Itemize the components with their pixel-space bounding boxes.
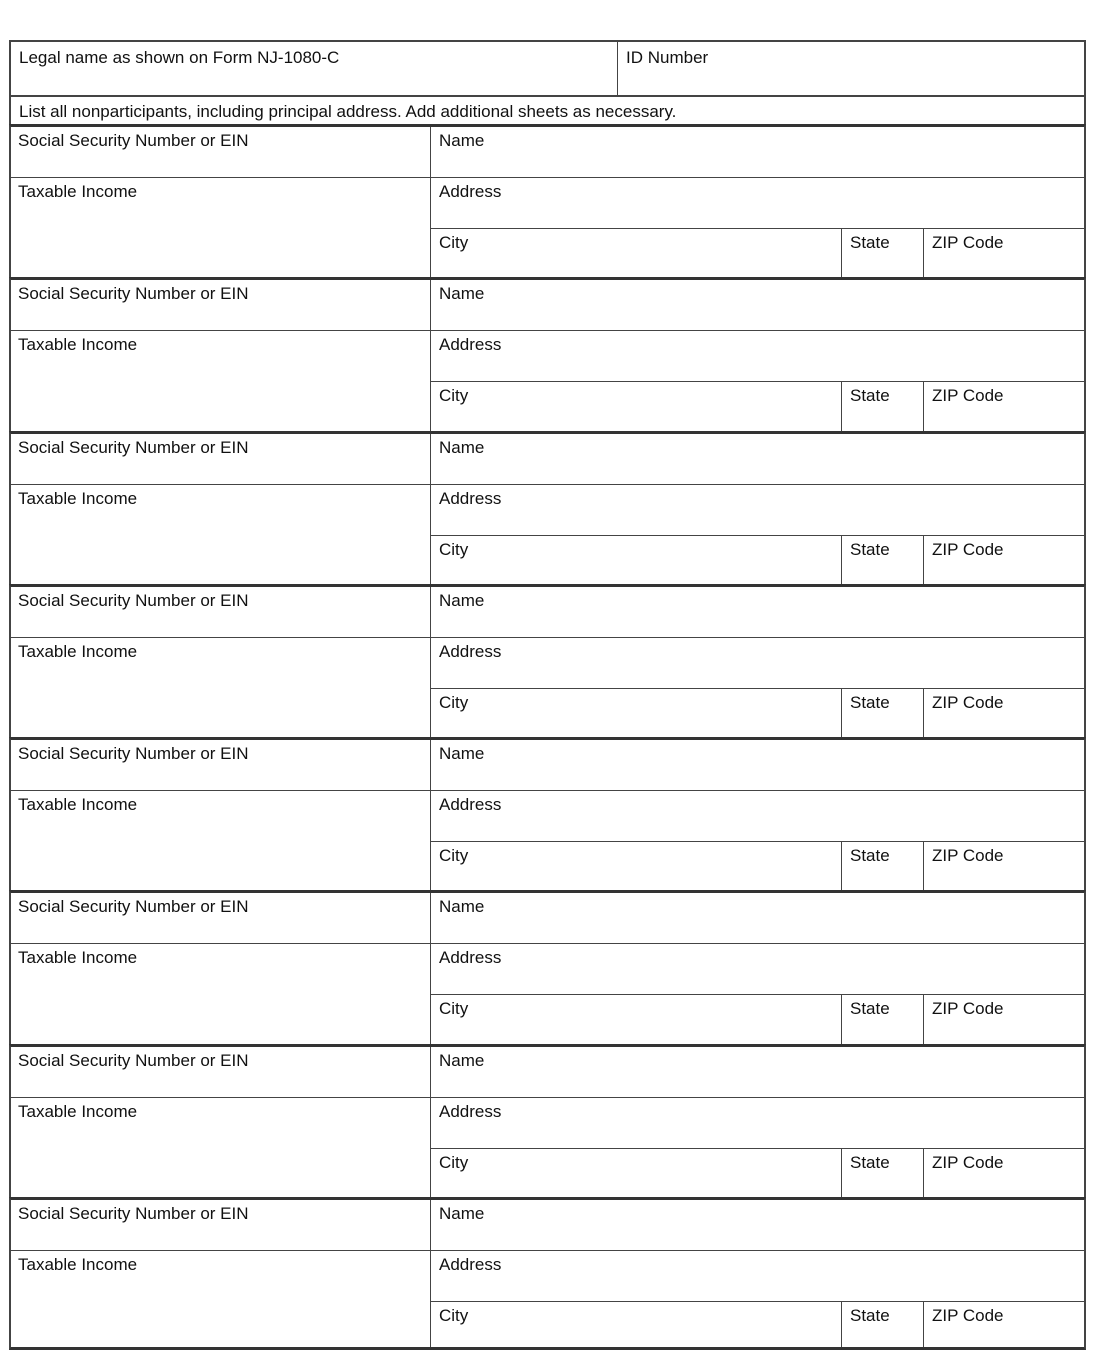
zip-code-label: ZIP Code (932, 999, 1004, 1019)
ssn-field[interactable] (11, 1200, 431, 1251)
taxable-income-label: Taxable Income (18, 335, 138, 355)
state-label: State (850, 539, 890, 559)
city-field[interactable] (431, 536, 842, 584)
city-field[interactable] (431, 229, 842, 277)
taxable-income-label: Taxable Income (18, 1101, 138, 1121)
id-number-field[interactable] (618, 42, 1084, 95)
zip-code-field[interactable] (924, 1149, 1084, 1197)
name-label: Name (439, 1050, 485, 1070)
name-field[interactable] (431, 740, 1084, 791)
ssn-field[interactable] (11, 280, 431, 331)
address-label: Address (439, 1255, 502, 1275)
city-field[interactable] (431, 689, 842, 737)
state-label: State (850, 999, 890, 1019)
taxable-income-field[interactable] (11, 1098, 431, 1197)
taxable-income-field[interactable] (11, 331, 431, 430)
zip-code-label: ZIP Code (932, 1152, 1004, 1172)
name-label: Name (439, 590, 485, 610)
taxable-income-label: Taxable Income (18, 488, 138, 508)
ssn-field[interactable] (11, 434, 431, 485)
zip-code-label: ZIP Code (932, 233, 1004, 252)
state-label: State (850, 386, 890, 406)
city-label: City (439, 692, 469, 712)
zip-code-field[interactable] (924, 995, 1084, 1043)
state-field[interactable] (842, 1149, 924, 1197)
taxable-income-label: Taxable Income (18, 641, 138, 661)
instructions-text: List all nonparticipants, including principal address. Add additional sheets as necessary. (19, 102, 677, 121)
zip-code-field[interactable] (924, 229, 1084, 277)
ssn-label: Social Security Number or EIN (18, 1050, 249, 1070)
ssn-label: Social Security Number or EIN (18, 437, 249, 457)
address-field[interactable] (431, 331, 1084, 382)
instructions-row (9, 95, 1086, 125)
state-field[interactable] (842, 689, 924, 737)
ssn-label: Social Security Number or EIN (18, 590, 249, 610)
state-label: State (850, 233, 890, 252)
city-label: City (439, 999, 469, 1019)
city-field[interactable] (431, 995, 842, 1043)
zip-code-label: ZIP Code (932, 692, 1004, 712)
name-label: Name (439, 131, 485, 150)
taxable-income-field[interactable] (11, 944, 431, 1043)
nonparticipant-entry (9, 737, 1086, 890)
taxable-income-label: Taxable Income (18, 795, 138, 815)
name-label: Name (439, 284, 485, 304)
zip-code-field[interactable] (924, 1302, 1084, 1347)
address-label: Address (439, 1101, 502, 1121)
zip-code-label: ZIP Code (932, 846, 1004, 866)
zip-code-field[interactable] (924, 842, 1084, 890)
address-label: Address (439, 795, 502, 815)
name-field[interactable] (431, 1047, 1084, 1098)
taxable-income-label: Taxable Income (18, 948, 138, 968)
state-field[interactable] (842, 1302, 924, 1347)
nonparticipant-entry (9, 124, 1086, 277)
ssn-label: Social Security Number or EIN (18, 1204, 249, 1224)
form-header-row (9, 40, 1086, 95)
city-label: City (439, 386, 469, 406)
nonparticipant-entry (9, 277, 1086, 430)
nonparticipant-entry (9, 1044, 1086, 1197)
address-field[interactable] (431, 791, 1084, 842)
ssn-field[interactable] (11, 587, 431, 638)
taxable-income-field[interactable] (11, 1251, 431, 1347)
name-label: Name (439, 897, 485, 917)
taxable-income-label: Taxable Income (18, 1255, 138, 1275)
address-label: Address (439, 948, 502, 968)
state-label: State (850, 1306, 890, 1326)
ssn-label: Social Security Number or EIN (18, 284, 249, 304)
name-field[interactable] (431, 587, 1084, 638)
ssn-label: Social Security Number or EIN (18, 744, 249, 764)
state-field[interactable] (842, 842, 924, 890)
taxable-income-field[interactable] (11, 178, 431, 277)
taxable-income-field[interactable] (11, 791, 431, 890)
zip-code-label: ZIP Code (932, 539, 1004, 559)
zip-code-field[interactable] (924, 536, 1084, 584)
name-field[interactable] (431, 280, 1084, 331)
name-label: Name (439, 744, 485, 764)
city-field[interactable] (431, 382, 842, 430)
name-field[interactable] (431, 1200, 1084, 1251)
state-field[interactable] (842, 229, 924, 277)
taxable-income-field[interactable] (11, 638, 431, 737)
nonparticipant-entry (9, 1197, 1086, 1350)
ssn-field[interactable] (11, 740, 431, 791)
state-field[interactable] (842, 536, 924, 584)
address-field[interactable] (431, 638, 1084, 689)
state-field[interactable] (842, 382, 924, 430)
address-field[interactable] (431, 485, 1084, 536)
state-label: State (850, 692, 890, 712)
city-field[interactable] (431, 842, 842, 890)
city-label: City (439, 1306, 469, 1326)
address-label: Address (439, 182, 502, 201)
state-field[interactable] (842, 995, 924, 1043)
name-field[interactable] (431, 893, 1084, 944)
address-label: Address (439, 488, 502, 508)
address-field[interactable] (431, 944, 1084, 995)
name-field[interactable] (431, 127, 1084, 178)
ssn-field[interactable] (11, 127, 431, 178)
zip-code-field[interactable] (924, 382, 1084, 430)
address-field[interactable] (431, 178, 1084, 229)
ssn-label: Social Security Number or EIN (18, 131, 249, 150)
nonparticipant-entry (9, 431, 1086, 584)
zip-code-label: ZIP Code (932, 1306, 1004, 1326)
city-field[interactable] (431, 1149, 842, 1197)
nonparticipant-entry (9, 890, 1086, 1043)
address-label: Address (439, 641, 502, 661)
state-label: State (850, 846, 890, 866)
taxable-income-label: Taxable Income (18, 182, 138, 201)
nonparticipant-entry (9, 584, 1086, 737)
city-label: City (439, 846, 469, 866)
ssn-field[interactable] (11, 893, 431, 944)
city-label: City (439, 539, 469, 559)
address-label: Address (439, 335, 502, 355)
state-label: State (850, 1152, 890, 1172)
name-field[interactable] (431, 434, 1084, 485)
ssn-label: Social Security Number or EIN (18, 897, 249, 917)
nonparticipant-list (9, 124, 1086, 1350)
address-field[interactable] (431, 1098, 1084, 1149)
id-number-label: ID Number (626, 48, 709, 67)
city-label: City (439, 1152, 469, 1172)
ssn-field[interactable] (11, 1047, 431, 1098)
city-field[interactable] (431, 1302, 842, 1347)
legal-name-label: Legal name as shown on Form NJ-1080-C (19, 48, 340, 67)
city-label: City (439, 233, 469, 252)
name-label: Name (439, 437, 485, 457)
legal-name-field[interactable] (11, 42, 618, 95)
zip-code-field[interactable] (924, 689, 1084, 737)
taxable-income-field[interactable] (11, 485, 431, 584)
zip-code-label: ZIP Code (932, 386, 1004, 406)
address-field[interactable] (431, 1251, 1084, 1302)
name-label: Name (439, 1204, 485, 1224)
